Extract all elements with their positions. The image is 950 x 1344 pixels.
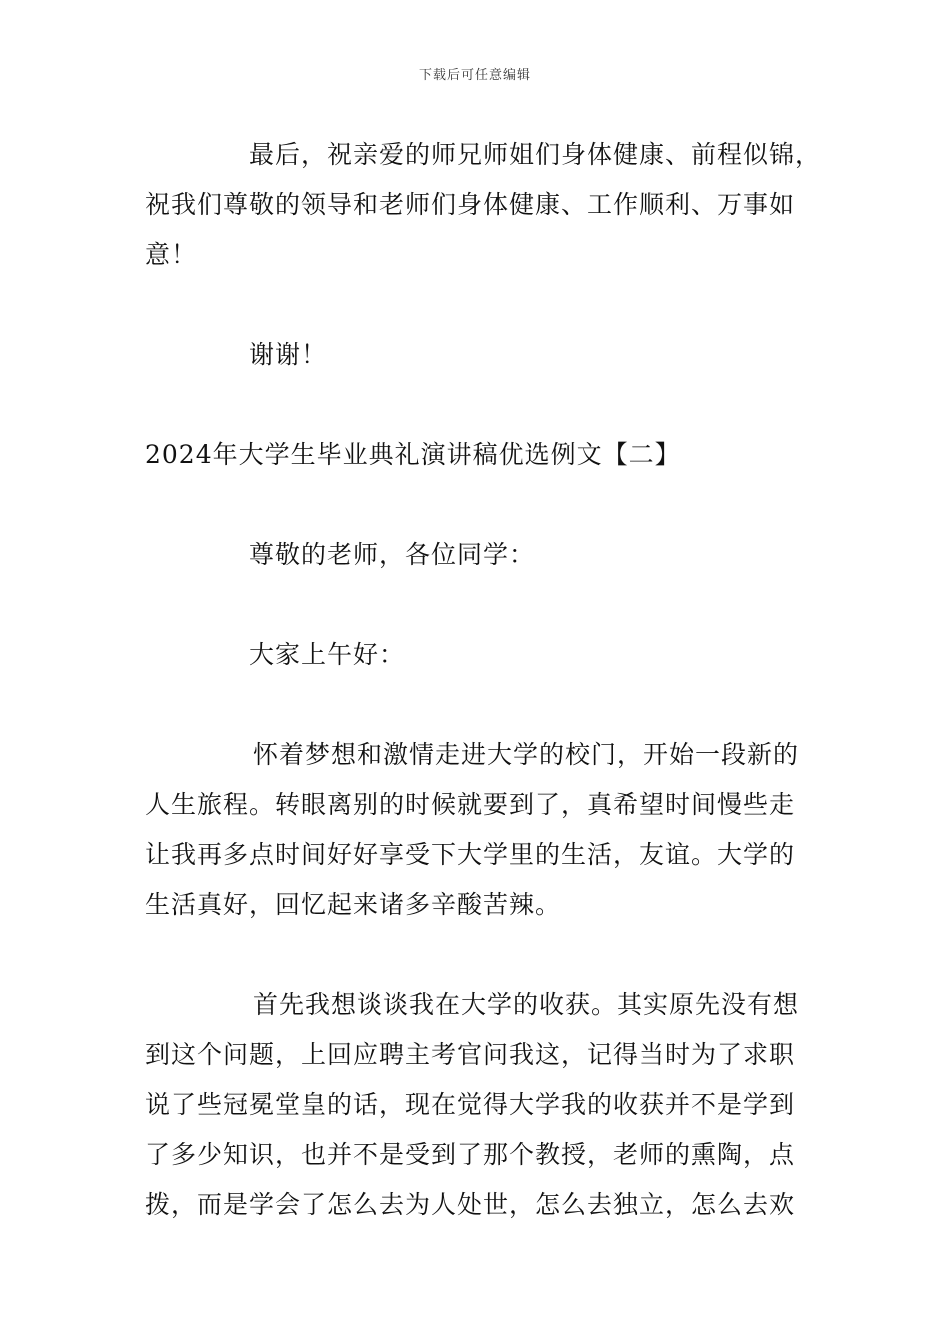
text-line: 说了些冠冕堂皇的话，现在觉得大学我的收获并不是学到 xyxy=(145,1090,796,1119)
text-line: 2024年大学生毕业典礼演讲稿优选例文【二】 xyxy=(145,440,681,469)
text-line: 意！ xyxy=(145,240,198,269)
text-line: 大家上午好： xyxy=(249,640,406,669)
text-line: 谢谢！ xyxy=(249,340,328,369)
text-line: 祝我们尊敬的领导和老师们身体健康、工作顺利、万事如 xyxy=(145,190,796,219)
section-title xyxy=(145,430,813,480)
text-line: 拨，而是学会了怎么去为人处世，怎么去独立，怎么去欢 xyxy=(145,1190,796,1219)
paragraph-gains xyxy=(145,980,813,1230)
paragraph-closing-wishes xyxy=(145,130,822,280)
paragraph-dreams xyxy=(145,730,813,930)
text-line: 尊敬的老师，各位同学： xyxy=(249,540,536,569)
paragraph-salutation xyxy=(145,530,813,580)
text-line: 怀着梦想和激情走进大学的校门，开始一段新的 xyxy=(253,740,800,769)
text-line: 首先我想谈谈我在大学的收获。其实原先没有想 xyxy=(253,990,800,1019)
text-line: 了多少知识，也并不是受到了那个教授，老师的熏陶，点 xyxy=(145,1140,796,1169)
document-body xyxy=(145,130,822,1230)
text-line: 生活真好，回忆起来诸多辛酸苦辣。 xyxy=(145,890,562,919)
page-header: 下载后可任意编辑 xyxy=(418,68,531,83)
paragraph-thanks xyxy=(145,330,813,380)
text-line: 到这个问题，上回应聘主考官问我这，记得当时为了求职 xyxy=(145,1040,796,1069)
paragraph-greeting xyxy=(145,630,813,680)
text-line: 最后，祝亲爱的师兄师姐们身体健康、前程似锦， xyxy=(249,140,822,169)
text-line: 人生旅程。转眼离别的时候就要到了，真希望时间慢些走 xyxy=(145,790,796,819)
text-line: 让我再多点时间好好享受下大学里的生活，友谊。大学的 xyxy=(145,840,796,869)
